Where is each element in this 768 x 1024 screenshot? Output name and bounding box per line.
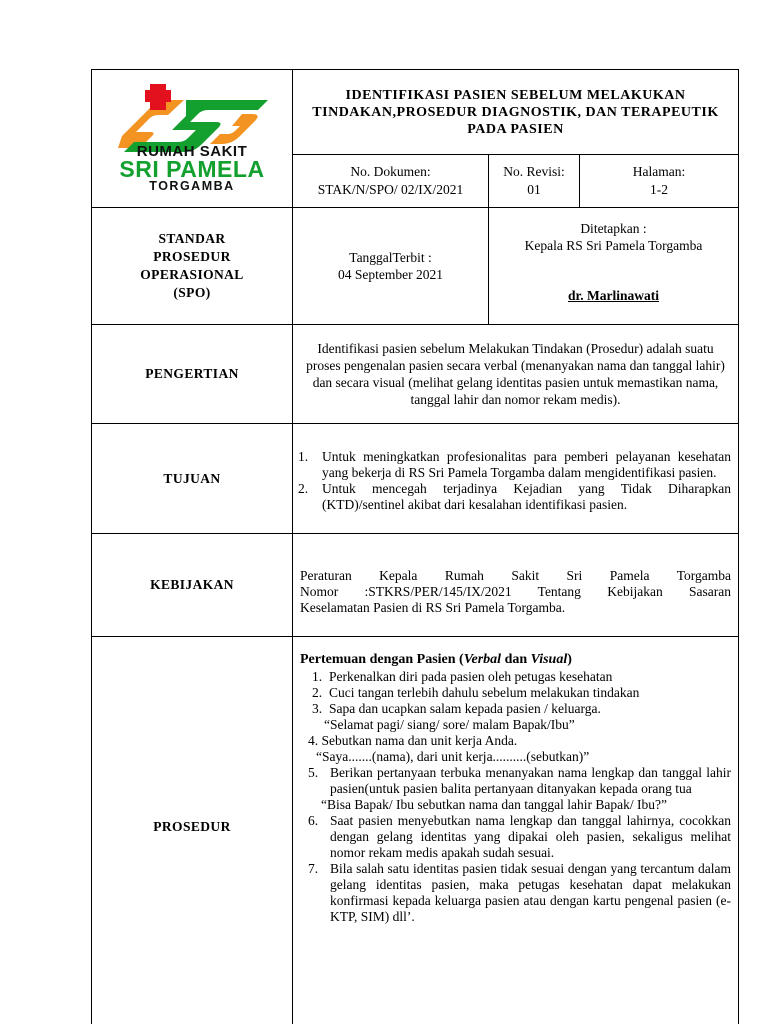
kebijakan-line: Peraturan Kepala Rumah Sakit Sri Pamela Torgamba	[300, 568, 731, 583]
cross-horizontal	[145, 90, 171, 102]
revision-value: 01	[527, 182, 541, 197]
kebijakan-text-cell	[300, 568, 731, 616]
kebijakan-label: KEBIJAKAN	[150, 577, 234, 592]
prosedur-quote: “Selamat pagi/ siang/ sore/ malam Bapak/Ibu”	[324, 717, 575, 732]
spo-label-line: STANDAR	[158, 231, 226, 246]
pengertian-label-cell	[92, 325, 292, 423]
issue-date-value: 04 September 2021	[338, 266, 443, 282]
tujuan-text-cell	[298, 449, 731, 513]
document-number-cell	[293, 155, 488, 207]
prosedur-step: 4. Sebutkan nama dan unit kerja Anda.	[308, 733, 518, 748]
list-item: 6. Saat pasien menyebutkan nama lengkap dan tanggal lahirnya, cocokkan dengan gelang identitas yang dipakai oleh pasien, sekaligus melihat nomor rekam medis apakah sudah sesuai.	[308, 813, 731, 860]
issue-date-label: TanggalTerbit :	[349, 249, 432, 265]
prosedur-quote: “Bisa Bapak/ Ibu sebutkan nama dan tanggal lahir Bapak/ Ibu?”	[321, 797, 668, 812]
prosedur-label-cell	[92, 637, 292, 1017]
page-label: Halaman:	[632, 164, 686, 179]
prosedur-step: Saat pasien menyebutkan nama lengkap dan tanggal lahirnya, cocokkan dengan gelang identitas yang dipakai oleh pasien, sekaligus melihat nomor rekam medis apakah sudah sesuai.	[330, 813, 731, 860]
prosedur-step: Cuci tangan terlebih dahulu sebelum melakukan tindakan	[329, 685, 640, 700]
spo-label-line: OPERASIONAL	[140, 267, 244, 282]
approval-label: Ditetapkan :	[580, 221, 647, 236]
tujuan-item: Untuk mencegah terjadinya Kejadian yang Tidak Diharapkan (KTD)/sentinel akibat dari kesalahan identifikasi pasien.	[322, 481, 731, 512]
list-item: 1. Untuk meningkatkan profesionalitas para pemberi pelayanan kesehatan yang bekerja di RS Sri Pamela Torgamba dalam mengidentifikasi pasien.	[298, 449, 731, 480]
spo-document	[91, 69, 739, 1024]
prosedur-step: Sapa dan ucapkan salam kepada pasien / keluarga.	[329, 701, 601, 716]
spo-label-cell	[92, 208, 292, 324]
list-item: 3. Sapa dan ucapkan salam kepada pasien / keluarga.	[300, 701, 731, 717]
document-number-value: STAK/N/SPO/ 02/IX/2021	[317, 182, 464, 197]
logo-text-line3: TORGAMBA	[149, 179, 235, 193]
hospital-logo	[92, 70, 292, 207]
prosedur-step: Bila salah satu identitas pasien tidak sesuai dengan yang tercantum dalam gelang identitas pasien, maka petugas kesehatan dapat melakukan konfirmasi kepada keluarga pasien atau dengan kartu pengenal pasien (e-KTP, SIM) dll’.	[330, 861, 731, 924]
kebijakan-line: Keselamatan Pasien di RS Sri Pamela Torgamba.	[300, 600, 566, 615]
tujuan-item: Untuk meningkatkan profesionalitas para pemberi pelayanan kesehatan yang bekerja di RS Sri Pamela Torgamba dalam mengidentifikasi pasien.	[322, 449, 731, 480]
spo-label-line: (SPO)	[173, 285, 211, 300]
list-item: 5. Berikan pertanyaan terbuka menanyakan nama lengkap dan tanggal lahir pasien(untuk pasien balita pertanyaan ditanyakan kepada orang tua	[308, 765, 731, 796]
prosedur-heading: Pertemuan dengan Pasien (Verbal dan Visual)	[300, 652, 572, 667]
spo-label-line: PROSEDUR	[153, 249, 231, 264]
prosedur-step: Perkenalkan diri pada pasien oleh petugas kesehatan	[329, 669, 613, 684]
prosedur-text-cell	[300, 652, 731, 925]
issue-date-cell	[293, 208, 488, 324]
prosedur-label: PROSEDUR	[153, 819, 231, 834]
page-cell	[580, 155, 738, 207]
pengertian-text: Identifikasi pasien sebelum Melakukan Tindakan (Prosedur) adalah suatu proses pengenalan pasien secara verbal (menanyakan nama dan tanggal lahir) dan secara visual (melihat gelang identitas pasien untuk memastikan nama, tanggal lahir dan nomor rekam medis).	[306, 341, 725, 407]
document-number-label: No. Dokumen:	[350, 164, 431, 179]
list-item: 7. Bila salah satu identitas pasien tidak sesuai dengan yang tercantum dalam gelang identitas pasien, maka petugas kesehatan dapat melakukan konfirmasi kepada keluarga pasien atau dengan kartu pengenal pasien (e-KTP, SIM) dll’.	[308, 861, 731, 924]
pengertian-label: PENGERTIAN	[145, 366, 239, 381]
list-item: 2. Untuk mencegah terjadinya Kejadian yang Tidak Diharapkan (KTD)/sentinel akibat dari kesalahan identifikasi pasien.	[298, 481, 731, 512]
pengertian-text-cell	[293, 325, 738, 423]
revision-label: No. Revisi:	[503, 164, 565, 179]
logo-text-line2: SRI PAMELA	[119, 156, 265, 182]
revision-cell	[489, 155, 579, 207]
logo-text-line1: RUMAH SAKIT	[136, 143, 248, 160]
approval-cell	[489, 208, 738, 324]
document-title: IDENTIFIKASI PASIEN SEBELUM MELAKUKAN TINDAKAN,PROSEDUR DIAGNOSTIK, DAN TERAPEUTIK PADA PASIEN	[312, 87, 719, 137]
kebijakan-label-cell	[92, 534, 292, 636]
tujuan-label-cell	[92, 424, 292, 533]
tujuan-label: TUJUAN	[163, 470, 221, 486]
prosedur-quote: “Saya.......(nama), dari unit kerja..........(sebutkan)”	[316, 749, 590, 764]
list-item: 2. Cuci tangan terlebih dahulu sebelum melakukan tindakan	[300, 685, 731, 701]
prosedur-step: Berikan pertanyaan terbuka menanyakan nama lengkap dan tanggal lahir pasien(untuk pasien balita pertanyaan ditanyakan kepada orang tua	[330, 765, 731, 796]
signer-name: dr. Marlinawati	[568, 288, 659, 303]
document-title-cell	[293, 70, 738, 154]
list-item: 1. Perkenalkan diri pada pasien oleh petugas kesehatan	[300, 669, 731, 685]
kebijakan-line: Nomor :STKRS/PER/145/IX/2021 Tentang Kebijakan Sasaran	[300, 584, 731, 599]
table-border-right	[738, 69, 739, 1024]
approval-by: Kepala RS Sri Pamela Torgamba	[524, 238, 703, 253]
page-value: 1-2	[650, 182, 668, 197]
